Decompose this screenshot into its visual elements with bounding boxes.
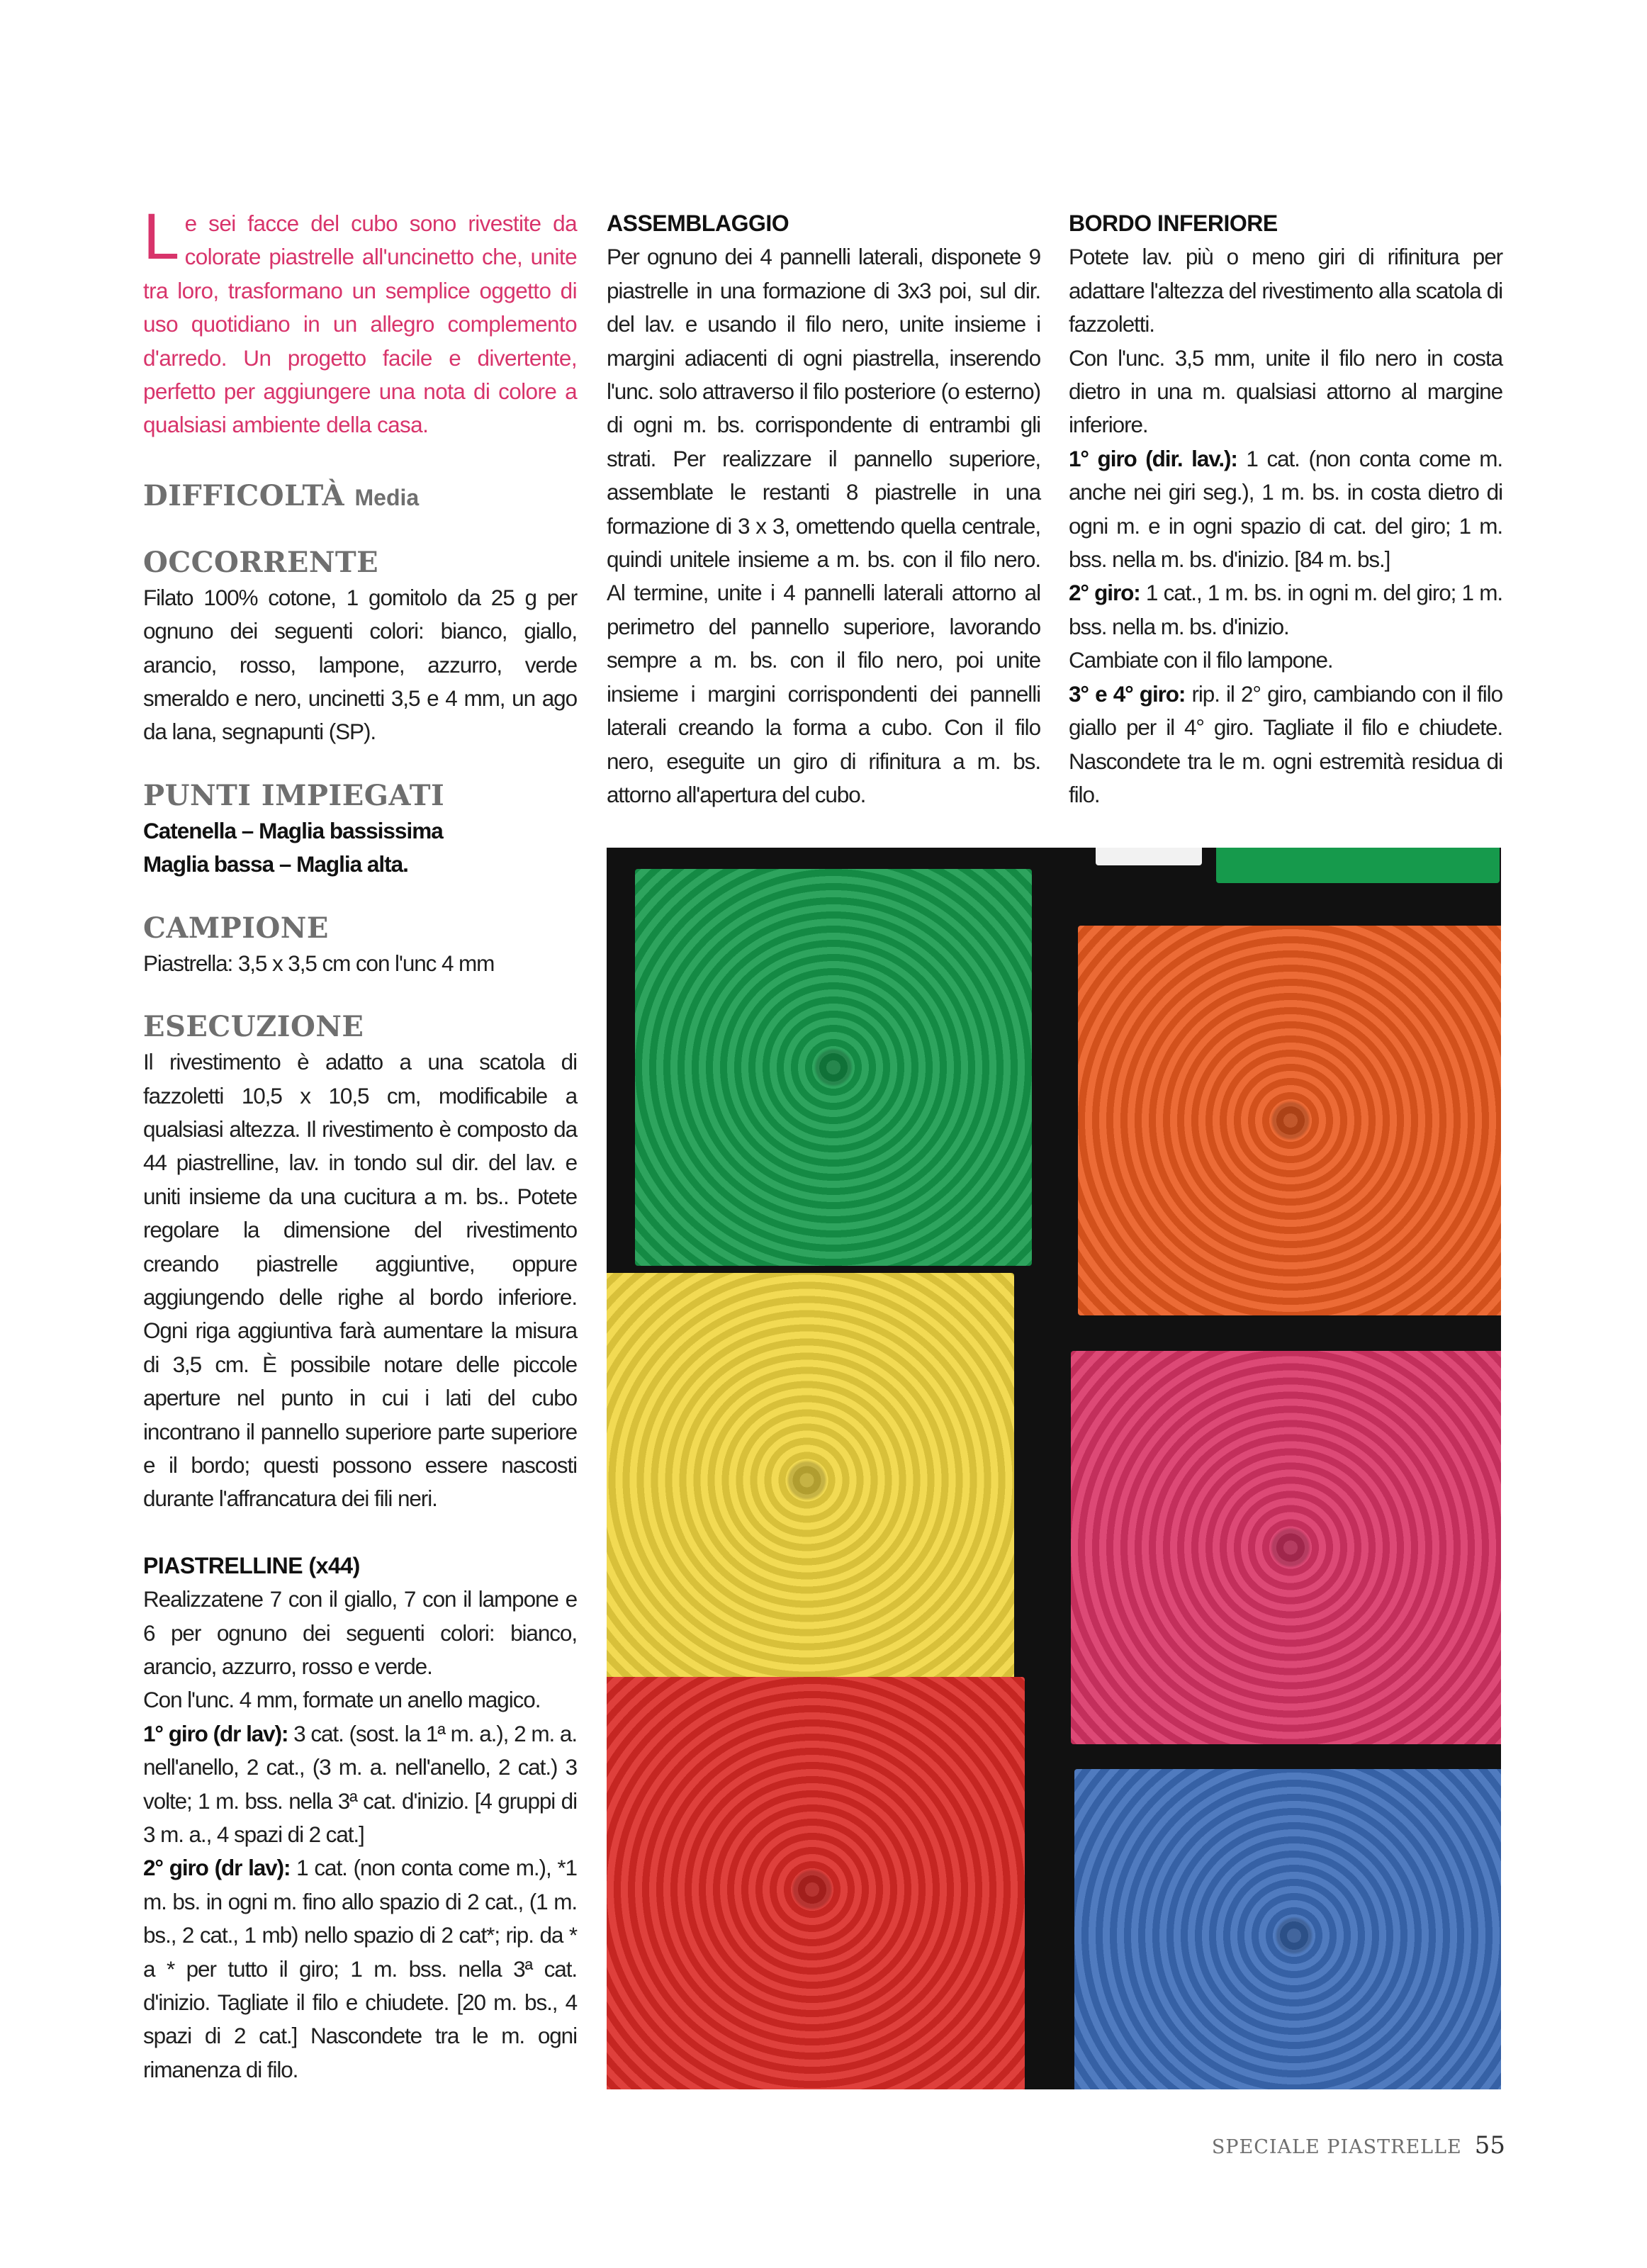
- materials-heading: OCCORRENTE: [143, 545, 379, 579]
- stitches-line-1: Catenella – Maglia bassissima: [143, 817, 443, 843]
- tile-blue: [1074, 1769, 1501, 2089]
- tiles-round-1-text: 3 cat. (sost. la 1ª m. a.), 2 m. a. nell'anello, 2 cat., (3 m. a. nell'anello, 2 cat.) 3 volte; 1 m. bss. nella 3ª cat. d'inizio. [4 gruppi di 3 m. a., 4 spazi di 2 cat.]: [143, 1720, 577, 1848]
- bottom-round-2-label: 2° giro:: [1069, 580, 1140, 606]
- crochet-tiles-photo: [607, 848, 1501, 2089]
- tile-yellow: [607, 1273, 1014, 1688]
- stitches-line-2: Maglia bassa – Maglia alta.: [143, 851, 408, 877]
- tile-white-corner: [1096, 848, 1202, 865]
- bottom-round-1: [1069, 442, 1502, 577]
- tiles-round-2-text: 1 cat. (non conta come m.), *1 m. bs. in ogni m. fino allo spazio di 2 cat., (1 m. bs., 2 cat., 1 mb) nello spazio di 2 cat*; rip. da * a * per tutto il giro; 1 m. bss. nella 3ª cat. d'inizio. Tagliate il filo e chiudete. [20 m. bs., 4 spazi di 2 cat.] Nascondete tra le m. ogni rimanenza di filo.: [143, 1855, 577, 2082]
- intro-paragraph: [143, 201, 577, 442]
- drop-cap: L: [143, 201, 179, 273]
- bottom-round-3-4-text: rip. il 2° giro, cambiando con il filo giallo per il 4° giro. Tagliate il filo e chiudete. Nascondete tra le m. ogni estremità residua di filo.: [1069, 680, 1502, 807]
- tiles-start: Con l'unc. 4 mm, formate un anello magico.: [143, 1687, 541, 1713]
- intro-text: e sei facce del cubo sono rivestite da colorate piastrelle all'uncinetto che, unite tra loro, trasformano un semplice oggetto di uso quotidiano in un allegro complemento d'arredo. Un progetto facile e divertente, perfetto per aggiungere una nota di colore a qualsiasi ambiente della casa.: [143, 210, 577, 438]
- gauge-heading: CAMPIONE: [143, 911, 329, 945]
- tiles-heading: PIASTRELLINE (x44): [143, 1552, 360, 1578]
- bottom-round-1-text: 1 cat. (non conta come m. anche nei giri seg.), 1 m. bs. in costa dietro di ogni m. e in ogni spazio di cat. del giro; 1 m. bss. nella m. bs. d'inizio. [84 m. bs.]: [1069, 445, 1502, 573]
- difficulty-heading: [143, 478, 577, 516]
- bottom-color-change: Cambiate con il filo lampone.: [1069, 647, 1333, 673]
- stitches-heading: PUNTI IMPIEGATI: [143, 778, 445, 812]
- bottom-round-2-text: 1 cat., 1 m. bs. in ogni m. del giro; 1 m. bss. nella m. bs. d'inizio.: [1069, 580, 1502, 639]
- tiles-round-2: [143, 1851, 577, 2087]
- execution-text: Il rivestimento è adatto a una scatola di fazzoletti 10,5 x 10,5 cm, modificabile a qualsiasi altezza. Il rivestimento è composto da 44 piastrelline, lav. in tondo sul dir. del lav. e uniti insieme da una cucitura a m. bs.. Potete regolare la dimensione del rivestimento creando piastrelle aggiuntive, oppure aggiungendo delle righe al bordo inferiore. Ogni riga aggiuntiva farà aumentare la misura di 3,5 cm. È possibile notare delle piccole aperture nel punto in cui i lati del cubo incontrano il pannello superiore parte superiore e il bordo; questi possono essere nascosti durante l'affrancatura dei fili neri.: [143, 1049, 577, 1512]
- section-name: SPECIALE PIASTRELLE: [1211, 2136, 1462, 2158]
- column-right: [1069, 207, 1502, 812]
- bottom-round-2: [1069, 576, 1502, 644]
- tile-red: [607, 1677, 1025, 2089]
- assembly-text: Per ognuno dei 4 pannelli laterali, disponete 9 piastrelle in una formazione di 3x3 poi, sul dir. del lav. e usando il filo nero, unite insieme i margini adiacenti di ogni piastrella, inserendo l'unc. solo attraverso il filo posteriore (o esterno) di ogni m. bs. corrispondente di entrambi gli strati. Per realizzare il pannello superiore, assemblate le restanti 8 piastrelle in una formazione di 3 x 3, omettendo quella centrale, quindi unitele insieme a m. bs. con il filo nero. Al termine, unite i 4 pannelli laterali attorno al perimetro del pannello superiore, lavorando sempre a m. bs. con il filo nero, poi unite insieme i margini corrispondenti dei pannelli laterali creando la forma a cubo. Con il filo nero, eseguite un giro di rifinitura a m. bs. attorno all'apertura del cubo.: [607, 244, 1040, 807]
- bottom-round-1-label: 1° giro (dir. lav.):: [1069, 445, 1237, 471]
- bottom-border-start: Con l'unc. 3,5 mm, unite il filo nero in costa dietro in una m. qualsiasi attorno al margine inferiore.: [1069, 344, 1502, 438]
- tiles-round-1: [143, 1717, 577, 1852]
- tiles-round-1-label: 1° giro (dr lav):: [143, 1720, 288, 1746]
- column-middle: [607, 207, 1040, 812]
- bottom-round-3-4-label: 3° e 4° giro:: [1069, 680, 1186, 707]
- tile-green-top-strip: [1216, 848, 1500, 883]
- tile-orange: [1078, 926, 1501, 1315]
- tiles-intro: Realizzatene 7 con il giallo, 7 con il lampone e 6 per ognuno dei seguenti colori: bianco, arancio, azzurro, rosso e verde.: [143, 1586, 577, 1679]
- difficulty-title: DIFFICOLTÀ: [143, 478, 345, 512]
- materials-text: Filato 100% cotone, 1 gomitolo da 25 g per ognuno dei seguenti colori: bianco, giallo, arancio, rosso, lampone, azzurro, verde smeraldo e nero, uncinetti 3,5 e 4 mm, un ago da lana, segnapunti (SP).: [143, 584, 577, 745]
- column-left: [143, 201, 577, 2087]
- bottom-border-intro: Potete lav. più o meno giri di rifinitura per adattare l'altezza del rivestimento alla scatola di fazzoletti.: [1069, 244, 1502, 337]
- gauge-text: Piastrella: 3,5 x 3,5 cm con l'unc 4 mm: [143, 950, 495, 976]
- tile-green: [635, 869, 1032, 1266]
- bottom-round-3-4: [1069, 678, 1502, 812]
- page-footer: [1212, 2131, 1505, 2160]
- tile-raspberry: [1071, 1351, 1501, 1744]
- tiles-round-2-label: 2° giro (dr lav):: [143, 1855, 291, 1881]
- difficulty-level: Media: [354, 484, 420, 510]
- execution-heading: ESECUZIONE: [143, 1010, 364, 1044]
- page-number: 55: [1474, 2131, 1505, 2160]
- bottom-border-heading: BORDO INFERIORE: [1069, 210, 1278, 236]
- assembly-heading: ASSEMBLAGGIO: [607, 210, 789, 236]
